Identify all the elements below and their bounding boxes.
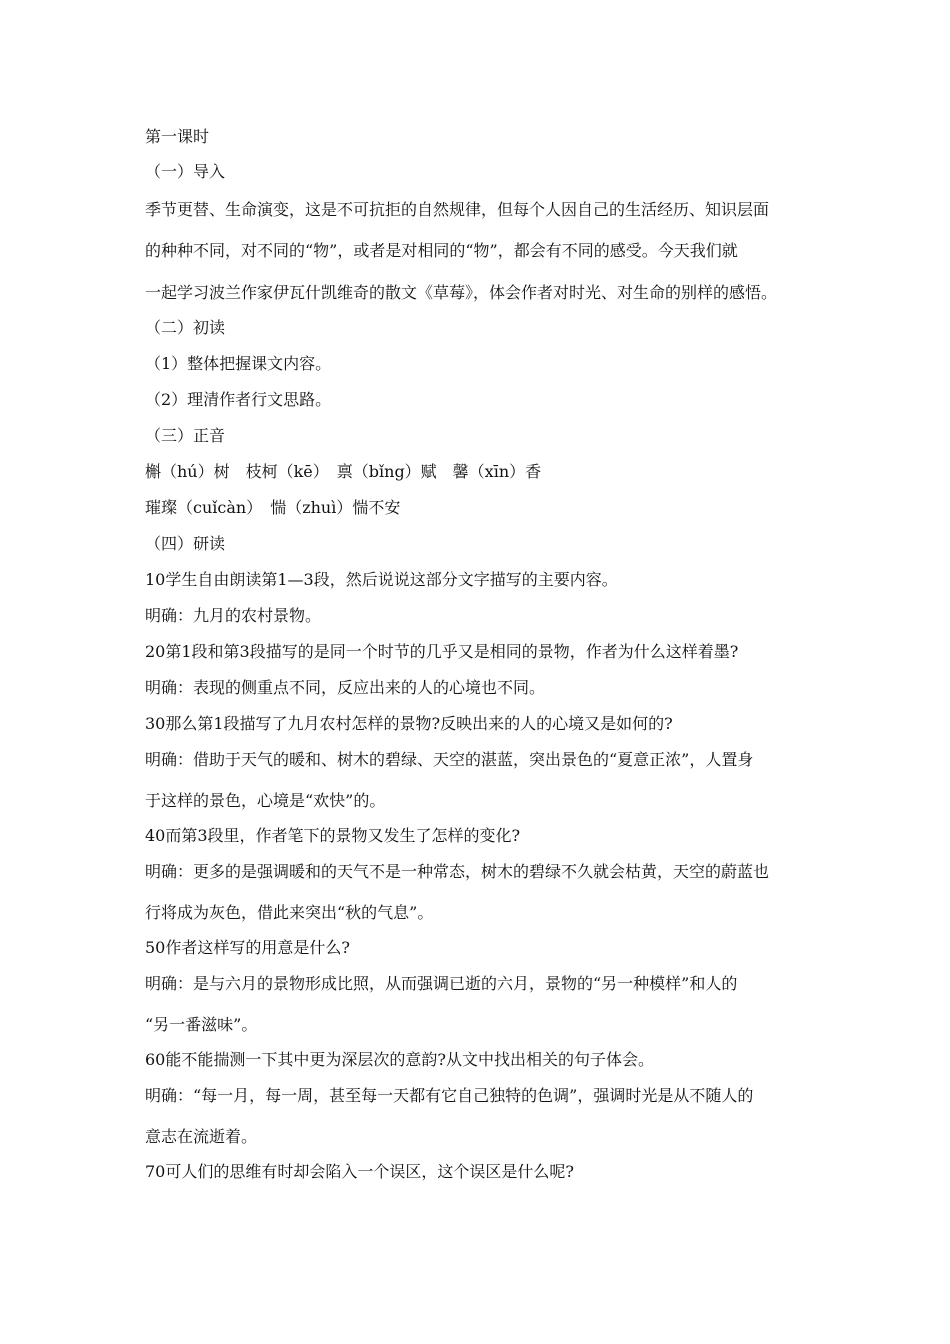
pronunciation-line: 璀璨（cuǐcàn） 惴（zhuì）惴不安 (145, 498, 401, 517)
section-heading-pronunciation: （三）正音 (145, 426, 226, 445)
answer-line: 明确：借助于天气的暖和、树木的碧绿、天空的湛蓝，突出景色的“夏意正浓”，人置身 (145, 750, 754, 769)
answer-line: 明确：是与六月的景物形成比照，从而强调已逝的六月，景物的“另一种模样”和人的 (145, 974, 738, 993)
question-line: 40而第3段里，作者笔下的景物又发生了怎样的变化? (145, 826, 521, 845)
answer-line: 明确：九月的农村景物。 (145, 606, 322, 625)
question-line: 20第1段和第3段描写的是同一个时节的几乎又是相同的景物，作者为什么这样着墨? (145, 642, 739, 661)
pronunciation-line: 槲（hú）树 枝柯（kē） 禀（bǐng）赋 馨（xīn）香 (145, 462, 542, 481)
section-heading-study: （四）研读 (145, 534, 226, 553)
section-heading-intro: （一）导入 (145, 162, 226, 181)
section-heading-first-reading: （二）初读 (145, 318, 226, 337)
answer-line: 明确：更多的是强调暖和的天气不是一种常态，树木的碧绿不久就会枯黄，天空的蔚蓝也 (145, 862, 770, 881)
answer-line: 意志在流逝着。 (145, 1127, 258, 1146)
paragraph-line: 一起学习波兰作家伊瓦什凯维奇的散文《草莓》，体会作者对时光、对生命的别样的感悟。 (145, 283, 778, 302)
list-item: （1）整体把握课文内容。 (145, 354, 332, 373)
question-line: 60能不能揣测一下其中更为深层次的意韵?从文中找出相关的句子体会。 (145, 1050, 654, 1069)
lesson-title: 第一课时 (145, 127, 210, 146)
answer-line: 行将成为灰色，借此来突出“秋的气息”。 (145, 903, 434, 922)
question-line: 50作者这样写的用意是什么? (145, 938, 350, 957)
answer-line: 明确：表现的侧重点不同，反应出来的人的心境也不同。 (145, 678, 546, 697)
question-line: 30那么第1段描写了九月农村怎样的景物?反映出来的人的心境又是如何的? (145, 714, 673, 733)
paragraph-line: 季节更替、生命演变，这是不可抗拒的自然规律，但每个人因自己的生活经历、知识层面 (145, 200, 770, 219)
answer-line: 于这样的景色，心境是“欢快”的。 (145, 791, 386, 810)
question-line: 70可人们的思维有时却会陷入一个误区，这个误区是什么呢? (145, 1162, 574, 1181)
list-item: （2）理清作者行文思路。 (145, 390, 332, 409)
answer-line: 明确：“每一月，每一周，甚至每一天都有它自己独特的色调”，强调时光是从不随人的 (145, 1086, 754, 1105)
question-line: 10学生自由朗读第1—3段，然后说说这部分文字描写的主要内容。 (145, 570, 618, 589)
paragraph-line: 的种种不同，对不同的“物”，或者是对相同的“物”，都会有不同的感受。今天我们就 (145, 241, 738, 260)
answer-line: “另一番滋味”。 (145, 1015, 258, 1034)
